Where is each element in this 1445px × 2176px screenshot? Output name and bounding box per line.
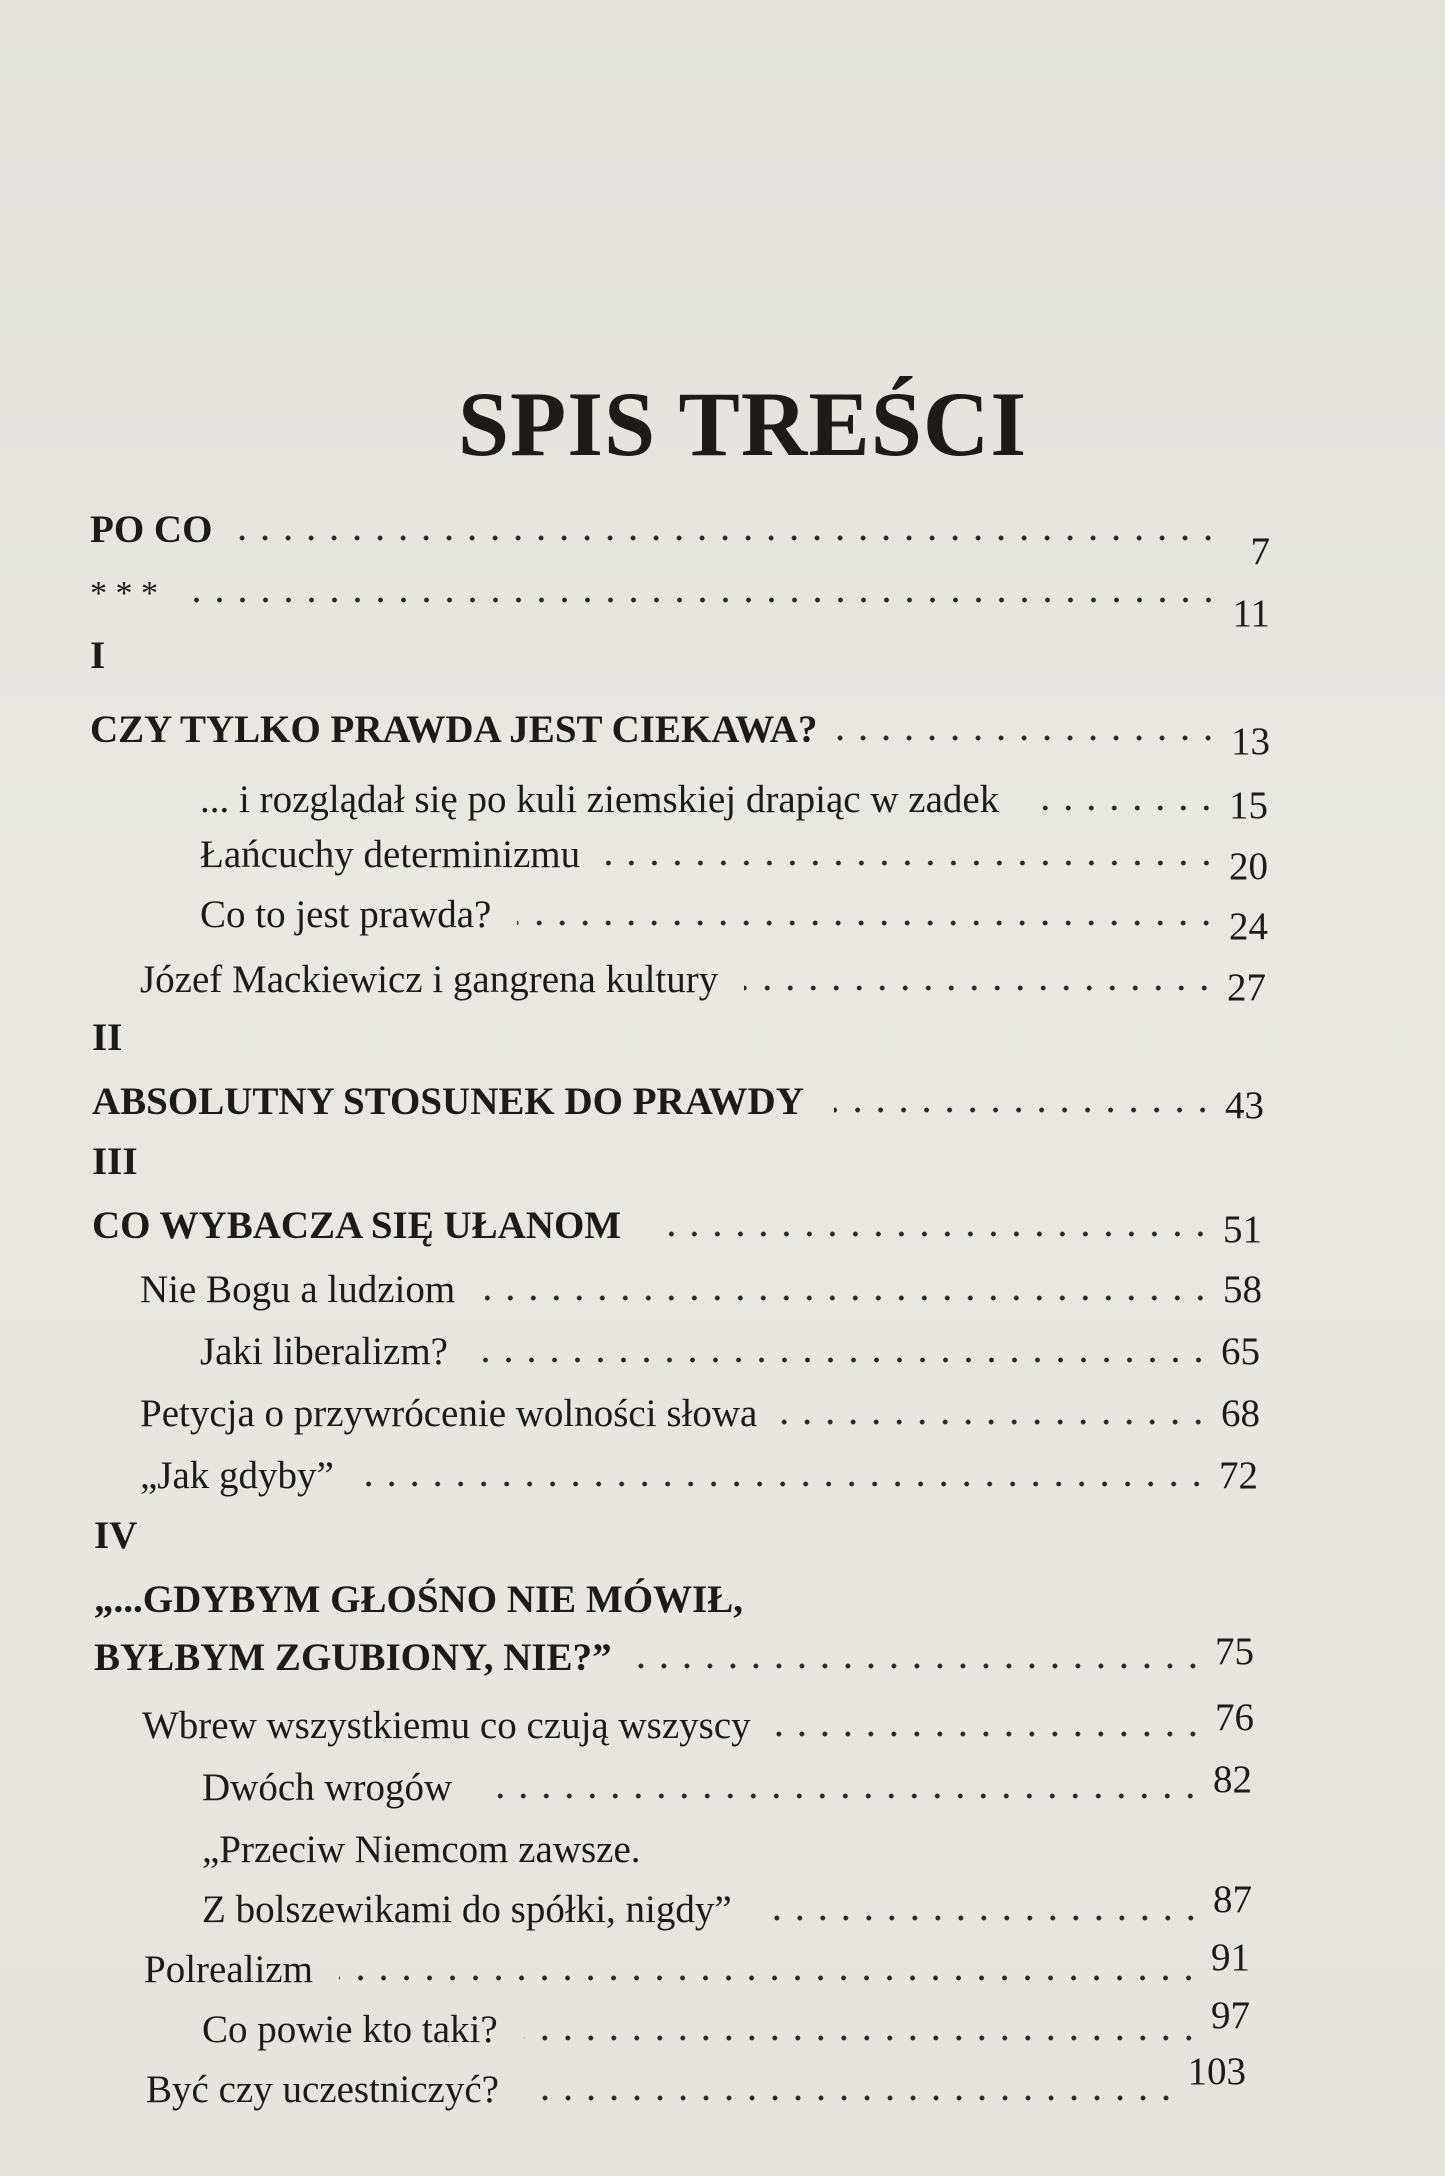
toc-entry: [92, 1080, 1264, 1127]
toc-entry: [90, 572, 1270, 635]
dot-leader: [767, 1419, 1210, 1425]
toc-entry: [200, 833, 1268, 888]
toc-entry: [90, 508, 1270, 573]
toc-entry: [94, 1580, 1254, 1619]
toc-entry-page: 103: [1187, 2050, 1246, 2093]
dot-leader: [525, 2095, 1178, 2101]
toc-entry-page: 20: [1229, 845, 1268, 888]
section-numeral: III: [92, 1140, 138, 1183]
toc-entry: [202, 1878, 1252, 1931]
toc-entry: [144, 1936, 1250, 1991]
dot-leader: [517, 920, 1218, 926]
toc-entry-label: „Przeciw Niemcom zawsze.: [202, 1828, 641, 1871]
toc-entry-page: 91: [1211, 1936, 1250, 1979]
toc-entry-page: 82: [1213, 1758, 1252, 1801]
toc-entry-page: 51: [1223, 1208, 1262, 1251]
toc-entry-page: 58: [1223, 1268, 1262, 1311]
toc-entry-label: Wbrew wszystkiemu co czują wszyscy: [142, 1704, 751, 1747]
toc-entry-page: 43: [1225, 1084, 1264, 1127]
section-numeral: I: [90, 634, 106, 677]
toc-entry-page: 11: [1232, 592, 1270, 635]
toc-entry: [200, 778, 1268, 827]
toc-entry-page: 65: [1221, 1330, 1260, 1373]
toc-entry-label: ABSOLUTNY STOSUNEK DO PRAWDY: [92, 1080, 804, 1123]
toc-entry-label: Co powie kto taki?: [202, 2008, 498, 2051]
toc-entry: [200, 893, 1268, 948]
toc-entry-label: Z bolszewikami do spółki, nigdy”: [202, 1888, 732, 1931]
toc-entry: [90, 708, 1270, 763]
toc-entry-page: 15: [1229, 784, 1268, 827]
page-title: SPIS TREŚCI: [457, 373, 1028, 475]
toc-entry: [92, 1204, 1262, 1251]
toc-entry-page: 72: [1219, 1454, 1258, 1497]
dot-leader: [761, 1731, 1204, 1737]
dot-leader: [524, 2035, 1200, 2041]
dot-leader: [758, 1915, 1202, 1921]
toc-entry: [142, 1696, 1254, 1747]
toc-entry-label: CO WYBACZA SIĘ UŁANOM: [92, 1204, 622, 1247]
toc-entry-label: Co to jest prawda?: [200, 893, 492, 936]
toc-entry-page: 24: [1229, 905, 1268, 948]
toc-entry-page: 75: [1215, 1630, 1254, 1673]
toc-entry-label: CZY TYLKO PRAWDA JEST CIEKAWA?: [90, 708, 818, 751]
toc-entry-page: 27: [1227, 966, 1266, 1009]
toc-entry: [146, 2050, 1246, 2111]
toc-entry-page: 68: [1221, 1392, 1260, 1435]
toc-entry-label: Dwóch wrogów: [202, 1766, 453, 1809]
dot-leader: [744, 985, 1216, 991]
section-numeral: IV: [94, 1514, 138, 1557]
dot-leader: [651, 1231, 1212, 1237]
toc-entry-page: 76: [1215, 1696, 1254, 1739]
toc-entry: [140, 1456, 1258, 1495]
toc-entry-label: Polrealizm: [144, 1948, 313, 1991]
toc-entry-page: 13: [1231, 720, 1270, 763]
toc-entry-label: Józef Mackiewicz i gangrena kultury: [140, 958, 719, 1001]
toc-entry: [202, 1830, 1252, 1869]
dot-leader: [622, 1663, 1204, 1669]
dot-leader: [827, 735, 1220, 741]
toc-entry-label: Być czy uczestniczyć?: [146, 2068, 499, 2111]
toc-entry-label: Nie Bogu a ludziom: [140, 1268, 456, 1311]
toc-entry-page: 7: [1250, 530, 1270, 573]
dot-leader: [1029, 805, 1218, 811]
toc-entry-label: BYŁBYM ZGUBIONY, NIE?”: [94, 1636, 612, 1679]
toc-entry-page: 87: [1213, 1878, 1252, 1921]
toc-entry-label: Łańcuchy determinizmu: [200, 833, 581, 876]
toc-entry-label: Petycja o przywrócenie wolności słowa: [140, 1392, 758, 1435]
dot-leader: [482, 1793, 1202, 1799]
dot-leader: [222, 535, 1220, 541]
toc-entry: [140, 958, 1266, 1009]
toc-entry: [200, 1332, 1260, 1371]
toc-entry: [140, 1394, 1260, 1433]
dot-leader: [188, 597, 1220, 603]
toc-entry-label: „...GDYBYM GŁOŚNO NIE MÓWIŁ,: [94, 1578, 743, 1621]
section-numeral: II: [92, 1016, 123, 1059]
dot-leader: [478, 1357, 1210, 1363]
toc-entry: [202, 1994, 1250, 2051]
toc-entry-page: 97: [1211, 1994, 1250, 2037]
dot-leader: [834, 1107, 1214, 1113]
toc-entry: [94, 1630, 1254, 1679]
dot-leader: [364, 1481, 1208, 1487]
toc-entry-label: PO CO: [90, 508, 213, 551]
toc-entry: [202, 1758, 1252, 1809]
toc-entry-label: Jaki liberalizm?: [200, 1330, 448, 1373]
dot-leader: [485, 1295, 1212, 1301]
toc-entry: [140, 1270, 1262, 1309]
toc-entry-label: ... i rozglądał się po kuli ziemskiej drapiąc w zadek: [200, 778, 1000, 821]
dot-leader: [606, 860, 1218, 866]
dot-leader: [339, 1975, 1200, 1981]
toc-entry-label: * * *: [90, 575, 158, 612]
toc-entry-label: „Jak gdyby”: [140, 1454, 334, 1497]
